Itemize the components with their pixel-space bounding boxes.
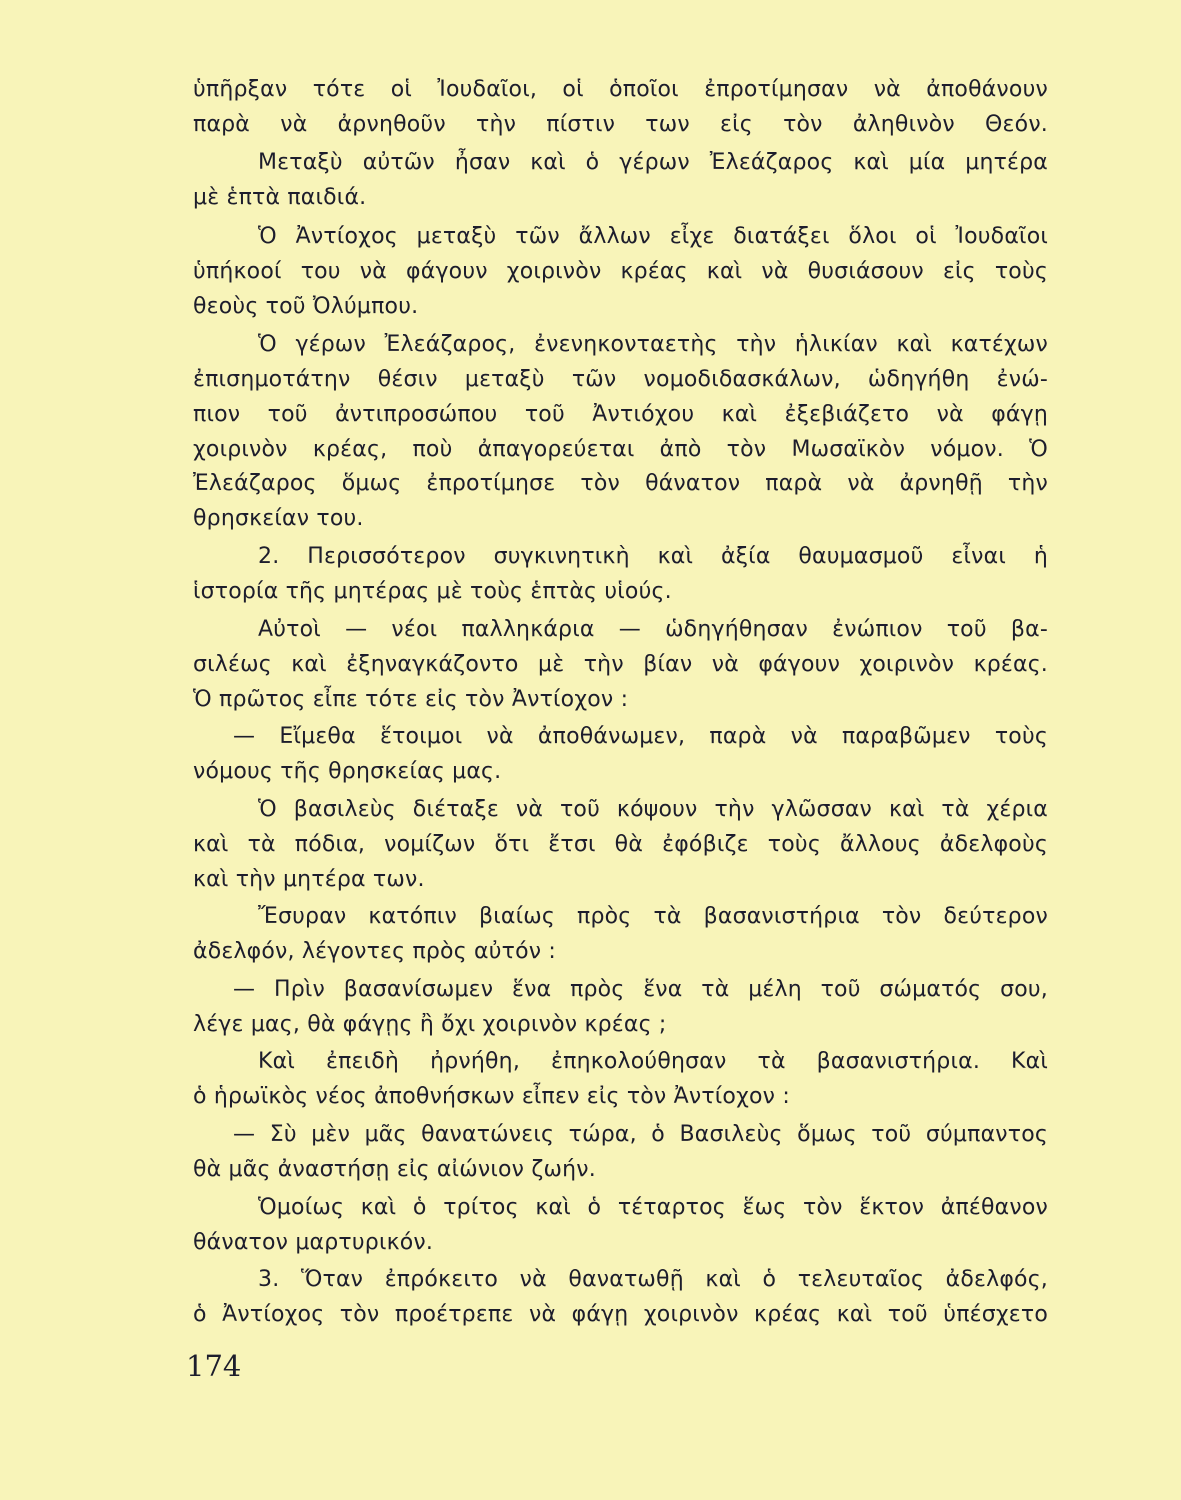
- text-line: ἐπισημοτάτην θέσιν μεταξὺ τῶν νομοδιδασκάλων, ὡδηγήθη ἐνώ-: [193, 367, 1048, 392]
- text-line: θὰ μᾶς ἀναστήσῃ εἰς αἰώνιον ζωήν.: [193, 1157, 596, 1182]
- text-line: ἀδελφόν, λέγοντες πρὸς αὐτόν :: [193, 939, 557, 964]
- text-line: Ὁ Ἀντίοχος μεταξὺ τῶν ἄλλων εἶχε διατάξει ὅλοι οἱ Ἰουδαῖοι: [258, 224, 1048, 249]
- text-line: λέγε μας, θὰ φάγῃς ἢ ὄχι χοιρινὸν κρέας ;: [193, 1012, 667, 1037]
- text-line: — Σὺ μὲν μᾶς θανατώνεις τώρα, ὁ Βασιλεὺς ὅμως τοῦ σύμπαντος: [233, 1122, 1048, 1147]
- text-line: — Πρὶν βασανίσωμεν ἕνα πρὸς ἕνα τὰ μέλη τοῦ σώματός σου,: [233, 977, 1048, 1002]
- text-line: 3. Ὅταν ἐπρόκειτο νὰ θανατωθῇ καὶ ὁ τελευταῖος ἀδελφός,: [258, 1267, 1048, 1292]
- text-line: Ὁ βασιλεὺς διέταξε νὰ τοῦ κόψουν τὴν γλῶσσαν καὶ τὰ χέρια: [258, 797, 1048, 822]
- text-line: ὁ ἡρωϊκὸς νέος ἀποθνήσκων εἶπεν εἰς τὸν Ἀντίοχον :: [193, 1084, 790, 1109]
- text-line: θρησκείαν του.: [193, 506, 364, 531]
- text-line: ὑπήκοοί του νὰ φάγουν χοιρινὸν κρέας καὶ νὰ θυσιάσουν εἰς τοὺς: [193, 259, 1048, 284]
- text-line: 2. Περισσότερον συγκινητικὴ καὶ ἀξία θαυμασμοῦ εἶναι ἡ: [258, 544, 1048, 569]
- text-line: μὲ ἑπτὰ παιδιά.: [193, 185, 367, 210]
- text-line: θεοὺς τοῦ Ὀλύμπου.: [193, 294, 419, 319]
- text-line: Καὶ ἐπειδὴ ἠρνήθη, ἐπηκολούθησαν τὰ βασανιστήρια. Καὶ: [258, 1049, 1048, 1074]
- text-line: ὑπῆρξαν τότε οἱ Ἰουδαῖοι, οἱ ὁποῖοι ἐπροτίμησαν νὰ ἀποθάνουν: [193, 77, 1048, 102]
- text-line: καὶ τὰ πόδια, νομίζων ὅτι ἔτσι θὰ ἐφόβιζε τοὺς ἄλλους ἀδελφοὺς: [193, 832, 1048, 857]
- text-line: ὁ Ἀντίοχος τὸν προέτρεπε νὰ φάγῃ χοιρινὸν κρέας καὶ τοῦ ὑπέσχετο: [193, 1302, 1048, 1327]
- text-line: Ὁμοίως καὶ ὁ τρίτος καὶ ὁ τέταρτος ἕως τὸν ἕκτον ἀπέθανον: [258, 1195, 1048, 1220]
- text-line: χοιρινὸν κρέας, ποὺ ἀπαγορεύεται ἀπὸ τὸν Μωσαϊκὸν νόμον. Ὁ: [193, 437, 1048, 462]
- text-line: Ἐλεάζαρος ὅμως ἐπροτίμησε τὸν θάνατον παρὰ νὰ ἀρνηθῇ τὴν: [193, 471, 1048, 496]
- text-line: Αὐτοὶ — νέοι παλληκάρια — ὡδηγήθησαν ἐνώπιον τοῦ βα-: [258, 617, 1048, 642]
- text-line: θάνατον μαρτυρικόν.: [193, 1230, 434, 1255]
- text-line: ἱστορία τῆς μητέρας μὲ τοὺς ἑπτὰς υἱούς.: [193, 579, 672, 604]
- text-line: παρὰ νὰ ἀρνηθοῦν τὴν πίστιν των εἰς τὸν ἀληθινὸν Θεόν.: [193, 112, 1048, 137]
- text-line: Ὁ πρῶτος εἶπε τότε εἰς τὸν Ἀντίοχον :: [193, 687, 629, 712]
- text-line: πιον τοῦ ἀντιπροσώπου τοῦ Ἀντιόχου καὶ ἐξεβιάζετο νὰ φάγῃ: [193, 402, 1048, 427]
- page-number: 174: [186, 1349, 242, 1383]
- text-line: — Εἴμεθα ἕτοιμοι νὰ ἀποθάνωμεν, παρὰ νὰ παραβῶμεν τοὺς: [233, 724, 1048, 749]
- text-line: Μεταξὺ αὐτῶν ἦσαν καὶ ὁ γέρων Ἐλεάζαρος καὶ μία μητέρα: [258, 150, 1048, 175]
- text-line: καὶ τὴν μητέρα των.: [193, 867, 425, 892]
- text-line: νόμους τῆς θρησκείας μας.: [193, 759, 502, 784]
- text-line: Ὁ γέρων Ἐλεάζαρος, ἐνενηκονταετὴς τὴν ἡλικίαν καὶ κατέχων: [258, 332, 1048, 357]
- text-line: Ἔσυραν κατόπιν βιαίως πρὸς τὰ βασανιστήρια τὸν δεύτερον: [258, 904, 1048, 929]
- text-line: σιλέως καὶ ἐξηναγκάζοντο μὲ τὴν βίαν νὰ φάγουν χοιρινὸν κρέας.: [193, 652, 1048, 677]
